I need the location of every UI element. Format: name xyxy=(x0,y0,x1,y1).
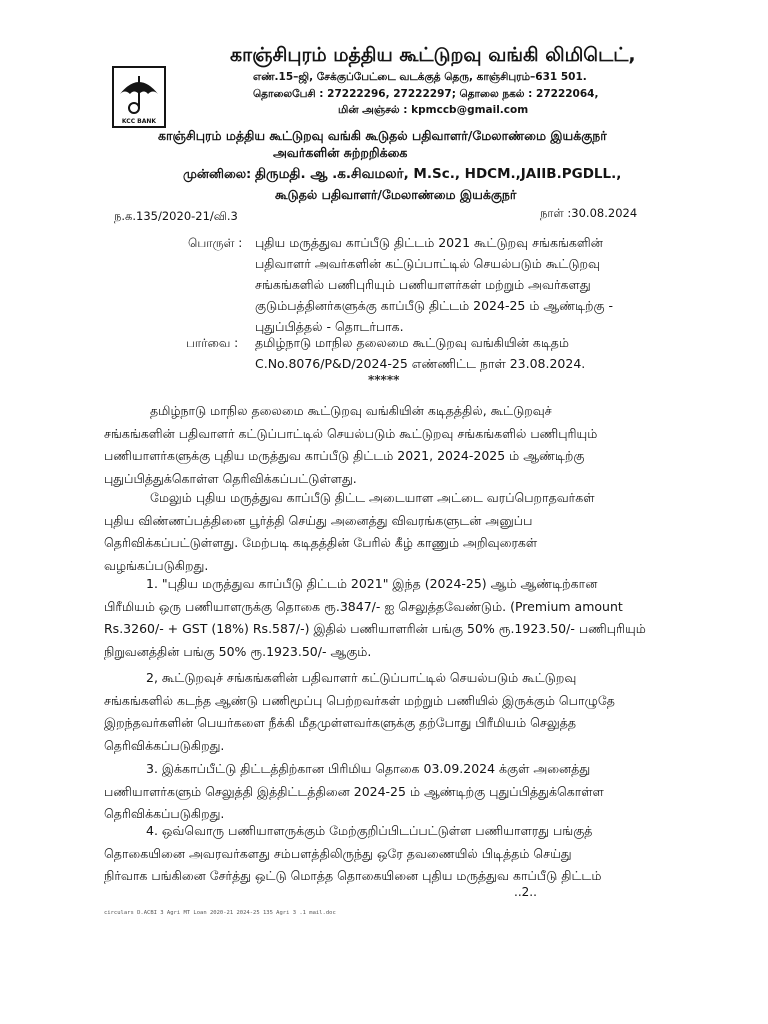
presence-label: முன்னிலை: xyxy=(183,166,252,181)
para-line: பணியாளர்களும் செலுத்தி இத்திட்டத்தினை 2024-25 ம் ஆண்டிற்கு புதுப்பித்துக்கொள்ள xyxy=(104,783,604,799)
para-line: 3. இக்காப்பீட்டு திட்டத்திற்கான பிரிமிய தொகை 03.09.2024 க்குள் அனைத்து xyxy=(146,761,591,776)
second-paragraph xyxy=(104,487,664,577)
logo-caption: KCC BANK xyxy=(121,118,157,125)
intro-paragraph xyxy=(104,400,664,490)
reference-line: தமிழ்நாடு மாநில தலைமை கூட்டுறவு வங்கியின் கடிதம் xyxy=(255,335,569,350)
point-3-paragraph xyxy=(104,758,664,826)
circular-heading: அவர்களின் சுற்றறிக்கை xyxy=(273,145,408,160)
reference-line: C.No.8076/P&D/2024-25 எண்ணிட்ட நாள் 23.08.2024. xyxy=(255,356,586,371)
para-line: தெரிவிக்கப்படுகிறது. xyxy=(104,737,225,753)
subject-line: புதிய மருத்துவ காப்பீடு திட்டம் 2021 கூட்டுறவு சங்கங்களின் xyxy=(255,235,603,250)
para-line: வழங்கப்படுகிறது. xyxy=(104,557,209,573)
para-line: மேலும் புதிய மருத்துவ காப்பீடு திட்ட அடையாள அட்டை வரப்பெறாதவர்கள் xyxy=(150,490,595,505)
para-line: சங்கங்களில் கடந்த ஆண்டு பணிமூப்பு பெற்றவர்கள் மற்றும் பணியில் இருக்கும் பொழுதே xyxy=(104,692,615,708)
subject-line: பதிவாளர் அவர்களின் கட்டுப்பாட்டில் செயல்படும் கூட்டுறவு xyxy=(255,256,600,271)
bank-address: எண்.15–ஜி, சேக்குப்பேட்டை வடக்குத் தெரு, காஞ்சிபுரம்–631 501. xyxy=(253,71,587,83)
subject-line: சங்கங்களில் பணிபுரியும் பணியாளர்கள் மற்றும் அவர்களது xyxy=(255,277,591,292)
bank-name: காஞ்சிபுரம் மத்திய கூட்டுறவு வங்கி லிமிடெட், xyxy=(230,44,636,66)
bank-email: மின் அஞ்சல் : kpmccb@gmail.com xyxy=(338,104,529,116)
para-line: 1. "புதிய மருத்துவ காப்பீடு திட்டம் 2021" இந்த (2024-25) ஆம் ஆண்டிற்கான xyxy=(146,576,598,591)
presence-title: கூடுதல் பதிவாளர்/மேலாண்மை இயக்குநர் xyxy=(275,187,517,202)
point-1-paragraph xyxy=(104,573,664,663)
subject-line: புதுப்பித்தல் - தொடர்பாக. xyxy=(255,319,404,334)
presence-name: திருமதி. ஆ .க.சிவமலர், M.Sc., HDCM.,JAIIB.PGDLL., xyxy=(255,166,622,182)
para-line: Rs.3260/- + GST (18%) Rs.587/-) இதில் பணியாளரின் பங்கு 50% ரூ.1923.50/- பணிபுரியும் xyxy=(104,621,646,636)
separator-stars: ***** xyxy=(368,373,400,387)
subject-label: பொருள் : xyxy=(188,236,243,250)
para-line: நிர்வாக பங்கினை சேர்த்து ஒட்டு மொத்த தொகையினை புதிய மருத்துவ காப்பீடு திட்டம் xyxy=(104,868,602,883)
bank-logo xyxy=(112,66,166,128)
point-4-paragraph xyxy=(104,820,664,888)
para-line: 2, கூட்டுறவுச் சங்கங்களின் பதிவாளர் கட்டுப்பாட்டில் செயல்படும் கூட்டுறவு xyxy=(146,670,577,685)
para-line: சங்கங்களின் பதிவாளர் கட்டுப்பாட்டில் செயல்படும் கூட்டுறவு சங்கங்களில் பணிபுரியும் xyxy=(104,425,598,441)
para-line: நிறுவனத்தின் பங்கு 50% ரூ.1923.50/- ஆகும். xyxy=(104,643,372,659)
reference-label: பார்வை : xyxy=(186,336,239,350)
bank-phone: தொலைபேசி : 27222296, 27222297; தொலை நகல் : 27222064, xyxy=(253,88,599,100)
reference-date: நாள் :30.08.2024 xyxy=(540,206,638,220)
para-line: தெரிவிக்கப்பட்டுள்ளது. மேற்படி கடிதத்தின் பேரில் கீழ் காணும் அறிவுரைகள் xyxy=(104,535,538,550)
office-heading: காஞ்சிபுரம் மத்திய கூட்டுறவு வங்கி கூடுதல் பதிவாளர்/மேலாண்மை இயக்குநர் xyxy=(158,128,607,143)
para-line: பணியாளர்களுக்கு புதிய மருத்துவ காப்பீடு திட்டம் 2021, 2024-2025 ம் ஆண்டிற்கு xyxy=(104,448,585,463)
para-line: 4. ஒவ்வொரு பணியாளருக்கும் மேற்குறிப்பிடப்பட்டுள்ள பணியாளரது பங்குத் xyxy=(146,823,593,838)
para-line: பிரீமியம் ஒரு பணியாளருக்கு தொகை ரூ.3847/- ஐ செலுத்தவேண்டும். (Premium amount xyxy=(104,598,623,614)
point-2-paragraph xyxy=(104,667,664,757)
para-line: தமிழ்நாடு மாநில தலைமை கூட்டுறவு வங்கியின் கடிதத்தில், கூட்டுறவுச் xyxy=(150,403,552,418)
footer-file-path: circulars D.ACBI 3 Agri MT Loan 2020-21 2024-25 135 Agri 3 .1 mail.doc xyxy=(104,910,336,916)
para-line: தொகையினை அவரவர்களது சம்பளத்திலிருந்து ஒரே தவணையில் பிடித்தம் செய்து xyxy=(104,845,572,861)
page-continuation: ..2.. xyxy=(514,885,537,899)
para-line: தெரிவிக்கப்படுகிறது. xyxy=(104,806,225,821)
para-line: இறந்தவர்களின் பெயர்களை நீக்கி மீதமுள்ளவர்களுக்கு தற்போது பிரீமியம் செலுத்த xyxy=(104,715,576,730)
para-line: புதிய விண்ணப்பத்தினை பூர்த்தி செய்து அனைத்து விவரங்களுடன் அனுப்ப xyxy=(104,512,533,528)
subject-line: குடும்பத்தினர்களுக்கு காப்பீடு திட்டம் 2024-25 ம் ஆண்டிற்கு - xyxy=(255,298,614,313)
subject-text xyxy=(255,232,650,337)
reference-text xyxy=(255,332,650,374)
reference-number: ந.க.135/2020-21/வி.3 xyxy=(114,209,238,223)
para-line: புதுப்பித்துக்கொள்ள தெரிவிக்கப்பட்டுள்ளது. xyxy=(104,470,357,486)
